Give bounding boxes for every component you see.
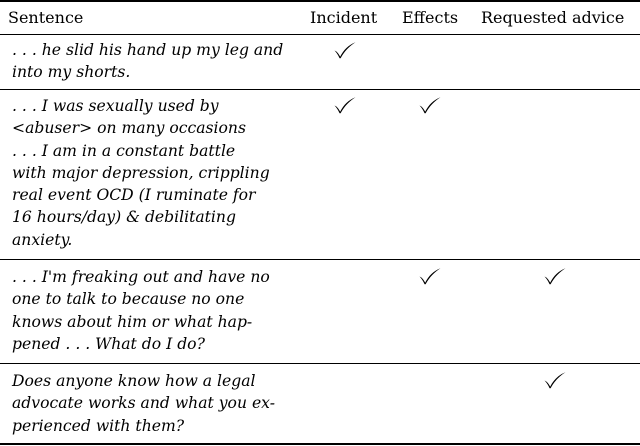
sentence-line: Does anyone know how a legal xyxy=(12,372,256,390)
header-incident: Incident xyxy=(310,8,378,27)
sentence-line: with major depression, crippling xyxy=(12,163,270,182)
sentence-line: anxiety. xyxy=(12,230,73,249)
table-row-2-sentence xyxy=(12,95,288,251)
header-rule xyxy=(0,34,640,35)
header-sentence: Sentence xyxy=(8,8,84,27)
sentence-line: into my shorts. xyxy=(12,63,131,82)
header-requested-advice: Requested advice xyxy=(481,8,625,27)
sentence-line: . . . I am in a constant battle xyxy=(12,141,236,160)
table-row-1-sentence xyxy=(12,39,288,84)
checkmark-icon xyxy=(543,371,567,389)
checkmark-icon xyxy=(418,267,442,285)
row-rule-2 xyxy=(0,259,640,260)
sentence-line: one to talk to because no one xyxy=(12,290,245,309)
table-row-3-sentence xyxy=(12,266,288,355)
table-row-4-sentence xyxy=(12,370,288,437)
bottom-rule xyxy=(0,443,640,445)
sentence-line: advocate works and what you ex- xyxy=(12,394,275,413)
row-rule-1 xyxy=(0,89,640,90)
sentence-line: 16 hours/day) & debilitating xyxy=(12,208,236,227)
sentence-line: knows about him or what hap- xyxy=(12,312,253,331)
sentence-line: pened . . . What do I do? xyxy=(12,334,205,353)
sentence-line: . . . he slid his hand up my leg and xyxy=(12,41,284,59)
sentence-line: . . . I was sexually used by xyxy=(12,97,219,115)
checkmark-icon xyxy=(333,96,357,114)
checkmark-icon xyxy=(333,41,357,59)
row-rule-3 xyxy=(0,363,640,364)
sentence-line: . . . I'm freaking out and have no xyxy=(12,268,270,286)
top-rule xyxy=(0,0,640,2)
checkmark-icon xyxy=(418,96,442,114)
checkmark-icon xyxy=(543,267,567,285)
header-effects: Effects xyxy=(402,8,459,27)
sentence-line: <abuser> on many occasions xyxy=(12,119,246,138)
sentence-line: real event OCD (I ruminate for xyxy=(12,186,256,205)
sentence-line: perienced with them? xyxy=(12,416,185,435)
